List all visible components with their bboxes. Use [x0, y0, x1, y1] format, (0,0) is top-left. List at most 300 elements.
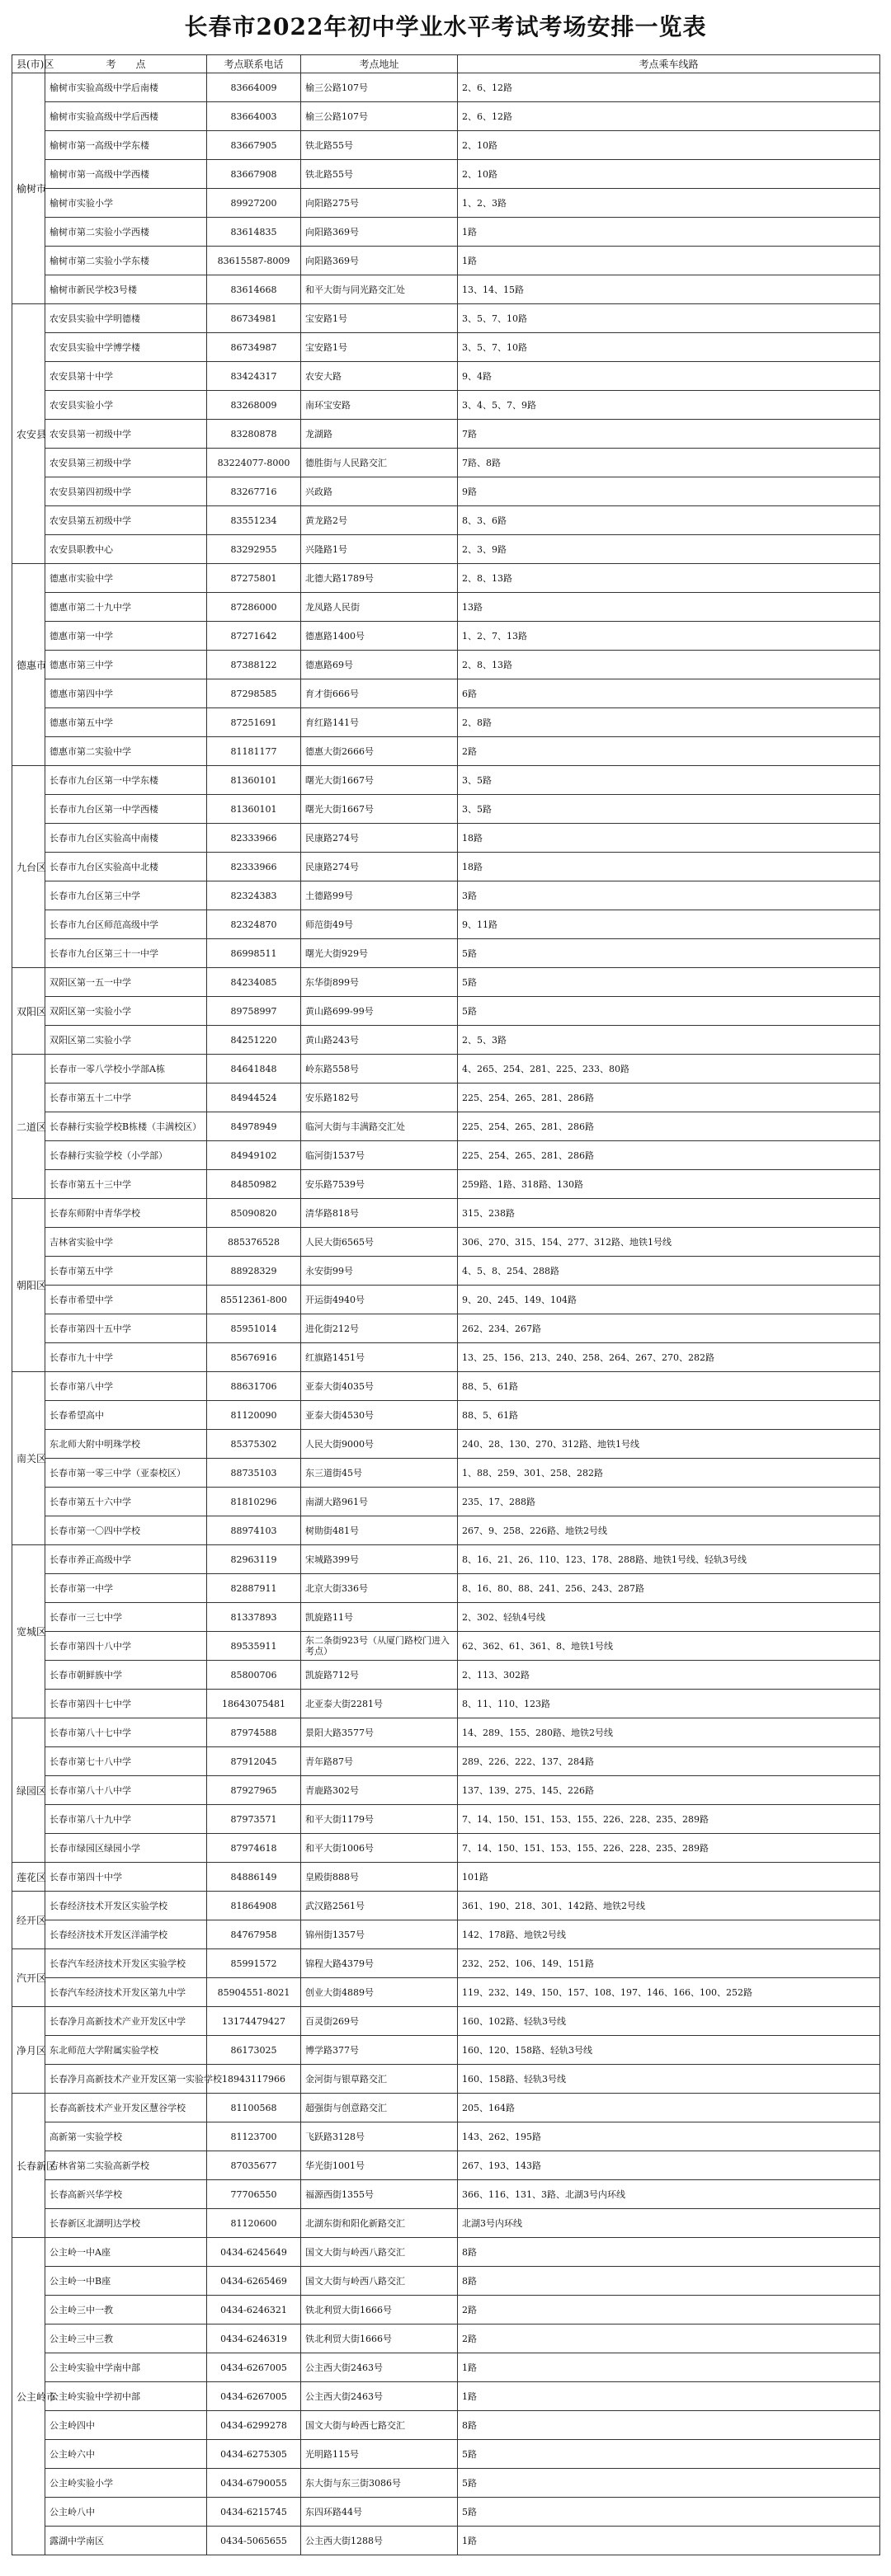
phone-cell: 85512361-800 [207, 1286, 301, 1314]
venue-cell: 公主岭三中三教 [45, 2325, 207, 2353]
address-cell: 龙湖路 [301, 420, 458, 449]
table-row [12, 1141, 880, 1170]
address-cell: 人民大街9000号 [301, 1430, 458, 1459]
bus-route-cell: 4、5、8、254、288路 [458, 1257, 880, 1286]
table-row [12, 420, 880, 449]
phone-cell: 0434-6275305 [207, 2440, 301, 2469]
table-row [12, 1286, 880, 1314]
address-cell: 和平大街与同光路交汇处 [301, 275, 458, 304]
table-row [12, 1661, 880, 1690]
address-cell: 临河街1537号 [301, 1141, 458, 1170]
bus-route-cell: 2、8、13路 [458, 564, 880, 593]
venue-cell: 高新第一实验学校 [45, 2122, 207, 2151]
venue-cell: 长春市九台区师范高级中学 [45, 910, 207, 939]
bus-route-cell: 18路 [458, 824, 880, 853]
table-row [12, 2527, 880, 2555]
district-cell: 农安县 [12, 304, 45, 564]
address-cell: 宝安路1号 [301, 304, 458, 333]
table-row [12, 1516, 880, 1545]
bus-route-cell: 315、238路 [458, 1199, 880, 1228]
address-cell: 安乐路7539号 [301, 1170, 458, 1199]
phone-cell: 87388122 [207, 651, 301, 679]
bus-route-cell: 306、270、315、154、277、312路、地铁1号线 [458, 1228, 880, 1257]
venue-cell: 双阳区第二实验小学 [45, 1026, 207, 1055]
address-cell: 铁北利贸大街1666号 [301, 2325, 458, 2353]
address-cell: 铁北路55号 [301, 131, 458, 160]
bus-route-cell: 18路 [458, 853, 880, 881]
table-row [12, 2469, 880, 2498]
table-row [12, 593, 880, 622]
venue-cell: 长春赫行实验学校B栋楼（丰满校区） [45, 1112, 207, 1141]
venue-cell: 长春经济技术开发区实验学校 [45, 1892, 207, 1920]
venue-cell: 德惠市第一中学 [45, 622, 207, 651]
venue-cell: 吉林省实验中学 [45, 1228, 207, 1257]
table-row [12, 1430, 880, 1459]
table-row [12, 1574, 880, 1603]
address-cell: 南湖大路961号 [301, 1488, 458, 1516]
table-row [12, 1372, 880, 1401]
phone-cell: 885376528 [207, 1228, 301, 1257]
table-row [12, 1603, 880, 1632]
district-cell: 九台区 [12, 766, 45, 968]
table-row [12, 1228, 880, 1257]
table-row [12, 1978, 880, 2007]
bus-route-cell: 8路 [458, 2411, 880, 2440]
address-cell: 公主西大街1288号 [301, 2527, 458, 2555]
venue-cell: 德惠市实验中学 [45, 564, 207, 593]
bus-route-cell: 88、5、61路 [458, 1401, 880, 1430]
phone-cell: 18943117966 [207, 2065, 301, 2094]
address-cell: 向阳路275号 [301, 189, 458, 218]
phone-cell: 13174479427 [207, 2007, 301, 2036]
bus-route-cell: 7、14、150、151、153、155、226、228、235、289路 [458, 1805, 880, 1834]
phone-cell: 89927200 [207, 189, 301, 218]
address-cell: 黄山路243号 [301, 1026, 458, 1055]
phone-cell: 83615587-8009 [207, 247, 301, 275]
venue-cell: 农安县第四初级中学 [45, 477, 207, 506]
phone-cell: 0434-5065655 [207, 2527, 301, 2555]
table-row [12, 824, 880, 853]
venue-cell: 公主岭一中A座 [45, 2238, 207, 2267]
address-cell: 东四环路44号 [301, 2498, 458, 2527]
address-cell: 向阳路369号 [301, 247, 458, 275]
address-cell: 德惠路1400号 [301, 622, 458, 651]
phone-cell: 83292955 [207, 535, 301, 564]
venue-cell: 长春市养正高级中学 [45, 1545, 207, 1574]
address-cell: 锦程大路4379号 [301, 1949, 458, 1978]
district-cell: 宽城区 [12, 1545, 45, 1718]
district-cell: 公主岭市 [12, 2238, 45, 2555]
venue-cell: 长春市第五十六中学 [45, 1488, 207, 1516]
phone-cell: 87974618 [207, 1834, 301, 1863]
bus-route-cell: 3、4、5、7、9路 [458, 391, 880, 420]
table-row [12, 1805, 880, 1834]
phone-cell: 82333966 [207, 853, 301, 881]
phone-cell: 81120090 [207, 1401, 301, 1430]
bus-route-cell: 13路 [458, 593, 880, 622]
venue-cell: 长春高新技术产业开发区慧谷学校 [45, 2094, 207, 2122]
bus-route-cell: 361、190、218、301、142路、地铁2号线 [458, 1892, 880, 1920]
table-row [12, 2094, 880, 2122]
address-cell: 超强街与创意路交汇 [301, 2094, 458, 2122]
phone-cell: 83664003 [207, 102, 301, 131]
table-row [12, 362, 880, 391]
address-cell: 农安大路 [301, 362, 458, 391]
phone-cell: 81123700 [207, 2122, 301, 2151]
table-row [12, 218, 880, 247]
venue-cell: 榆树市新民学校3号楼 [45, 275, 207, 304]
address-cell: 和平大街1006号 [301, 1834, 458, 1863]
phone-cell: 86173025 [207, 2036, 301, 2065]
table-row [12, 853, 880, 881]
table-row [12, 939, 880, 968]
bus-route-cell: 5路 [458, 2498, 880, 2527]
bus-route-cell: 62、362、61、361、8、地铁1号线 [458, 1632, 880, 1661]
address-cell: 北湖东街和阳化新路交汇 [301, 2209, 458, 2238]
venue-cell: 长春净月高新技术产业开发区中学 [45, 2007, 207, 2036]
phone-cell: 83614835 [207, 218, 301, 247]
table-row [12, 2122, 880, 2151]
address-cell: 国文大街与岭西八路交汇 [301, 2267, 458, 2296]
address-cell: 德胜街与人民路交汇 [301, 449, 458, 477]
table-row [12, 2267, 880, 2296]
table-row [12, 2353, 880, 2382]
bus-route-cell: 366、116、131、3路、北湖3号内环线 [458, 2180, 880, 2209]
table-row [12, 1488, 880, 1516]
address-cell: 榆三公路107号 [301, 102, 458, 131]
venue-cell: 榆树市第一高级中学东楼 [45, 131, 207, 160]
table-row [12, 1920, 880, 1949]
phone-cell: 86734981 [207, 304, 301, 333]
venue-cell: 农安县实验中学明德楼 [45, 304, 207, 333]
phone-cell: 84850982 [207, 1170, 301, 1199]
address-cell: 安乐路182号 [301, 1084, 458, 1112]
bus-route-cell: 2、6、12路 [458, 102, 880, 131]
venue-cell: 德惠市第五中学 [45, 708, 207, 737]
venue-cell: 长春市第四十五中学 [45, 1314, 207, 1343]
bus-route-cell: 9路 [458, 477, 880, 506]
bus-route-cell: 1、88、259、301、258、282路 [458, 1459, 880, 1488]
bus-route-cell: 2、10路 [458, 160, 880, 189]
venue-cell: 长春市第八十八中学 [45, 1776, 207, 1805]
table-row [12, 679, 880, 708]
address-cell: 永安街99号 [301, 1257, 458, 1286]
table-row [12, 1949, 880, 1978]
table-row [12, 131, 880, 160]
table-row [12, 1459, 880, 1488]
bus-route-cell: 262、234、267路 [458, 1314, 880, 1343]
venue-cell: 公主岭三中一教 [45, 2296, 207, 2325]
table-row [12, 391, 880, 420]
bus-route-cell: 北湖3号内环线 [458, 2209, 880, 2238]
venue-cell: 吉林省第二实验高新学校 [45, 2151, 207, 2180]
phone-cell: 87035677 [207, 2151, 301, 2180]
phone-cell: 0434-6246319 [207, 2325, 301, 2353]
phone-cell: 82324870 [207, 910, 301, 939]
bus-route-cell: 2路 [458, 2296, 880, 2325]
bus-route-cell: 5路 [458, 997, 880, 1026]
bus-route-cell: 8、11、110、123路 [458, 1690, 880, 1718]
bus-route-cell: 160、120、158路、轻轨3号线 [458, 2036, 880, 2065]
bus-route-cell: 101路 [458, 1863, 880, 1892]
venue-cell: 长春市朝鲜族中学 [45, 1661, 207, 1690]
table-row [12, 1055, 880, 1084]
table-row [12, 1863, 880, 1892]
address-cell: 土德路99号 [301, 881, 458, 910]
table-row [12, 997, 880, 1026]
address-cell: 皇殿街888号 [301, 1863, 458, 1892]
phone-cell: 84949102 [207, 1141, 301, 1170]
table-row [12, 73, 880, 102]
phone-cell: 0434-6267005 [207, 2353, 301, 2382]
phone-cell: 85951014 [207, 1314, 301, 1343]
bus-route-cell: 7、14、150、151、153、155、226、228、235、289路 [458, 1834, 880, 1863]
phone-cell: 82963119 [207, 1545, 301, 1574]
bus-route-cell: 240、28、130、270、312路、地铁1号线 [458, 1430, 880, 1459]
bus-route-cell: 8路 [458, 2238, 880, 2267]
bus-route-cell: 2、113、302路 [458, 1661, 880, 1690]
table-row [12, 1026, 880, 1055]
table-row [12, 2296, 880, 2325]
venue-cell: 公主岭一中B座 [45, 2267, 207, 2296]
table-row [12, 275, 880, 304]
address-cell: 亚泰大街4035号 [301, 1372, 458, 1401]
phone-cell: 81100568 [207, 2094, 301, 2122]
venue-cell: 长春市第五十二中学 [45, 1084, 207, 1112]
bus-route-cell: 289、226、222、137、284路 [458, 1747, 880, 1776]
table-row [12, 2411, 880, 2440]
bus-route-cell: 3、5路 [458, 766, 880, 795]
address-cell: 育才街666号 [301, 679, 458, 708]
table-row [12, 708, 880, 737]
address-cell: 凯旋路11号 [301, 1603, 458, 1632]
address-cell: 宝安路1号 [301, 333, 458, 362]
venue-cell: 榆树市第一高级中学西楼 [45, 160, 207, 189]
phone-cell: 83267716 [207, 477, 301, 506]
table-row [12, 2007, 880, 2036]
address-cell: 亚泰大街4530号 [301, 1401, 458, 1430]
table-row [12, 2325, 880, 2353]
phone-cell: 0434-6246321 [207, 2296, 301, 2325]
schedule-table [12, 54, 880, 2555]
phone-cell: 84234085 [207, 968, 301, 997]
header-row [12, 55, 880, 73]
address-cell: 育红路141号 [301, 708, 458, 737]
bus-route-cell: 13、25、156、213、240、258、264、267、270、282路 [458, 1343, 880, 1372]
phone-cell: 87286000 [207, 593, 301, 622]
address-cell: 宋城路399号 [301, 1545, 458, 1574]
venue-cell: 长春市希望中学 [45, 1286, 207, 1314]
address-cell: 博学路377号 [301, 2036, 458, 2065]
bus-route-cell: 5路 [458, 968, 880, 997]
phone-cell: 83667908 [207, 160, 301, 189]
phone-cell: 87271642 [207, 622, 301, 651]
address-cell: 金河街与银草路交汇 [301, 2065, 458, 2094]
venue-cell: 露湖中学南区 [45, 2527, 207, 2555]
bus-route-cell: 1、2、3路 [458, 189, 880, 218]
phone-cell: 81360101 [207, 795, 301, 824]
address-cell: 公主西大街2463号 [301, 2353, 458, 2382]
address-cell: 国文大街与岭西七路交汇 [301, 2411, 458, 2440]
district-cell: 榆树市 [12, 73, 45, 304]
bus-route-cell: 1路 [458, 2382, 880, 2411]
table-row [12, 910, 880, 939]
phone-cell: 81337893 [207, 1603, 301, 1632]
district-cell: 汽开区 [12, 1949, 45, 2007]
phone-cell: 83424317 [207, 362, 301, 391]
phone-cell: 84944524 [207, 1084, 301, 1112]
venue-cell: 长春市九十中学 [45, 1343, 207, 1372]
bus-route-cell: 142、178路、地铁2号线 [458, 1920, 880, 1949]
venue-cell: 长春汽车经济技术开发区实验学校 [45, 1949, 207, 1978]
venue-cell: 榆树市第二实验小学东楼 [45, 247, 207, 275]
address-cell: 锦州街1357号 [301, 1920, 458, 1949]
address-cell: 凯旋路712号 [301, 1661, 458, 1690]
address-cell: 国文大街与岭西八路交汇 [301, 2238, 458, 2267]
address-cell: 榆三公路107号 [301, 73, 458, 102]
venue-cell: 长春市第八中学 [45, 1372, 207, 1401]
address-cell: 武汉路2561号 [301, 1892, 458, 1920]
phone-cell: 84641848 [207, 1055, 301, 1084]
table-row [12, 1257, 880, 1286]
bus-route-cell: 7路 [458, 420, 880, 449]
bus-route-cell: 3、5、7、10路 [458, 333, 880, 362]
header-bus-routes: 考点乘车线路 [458, 55, 880, 73]
address-cell: 黄山路699-99号 [301, 997, 458, 1026]
phone-cell: 87973571 [207, 1805, 301, 1834]
district-cell: 莲花区 [12, 1863, 45, 1892]
venue-cell: 公主岭四中 [45, 2411, 207, 2440]
venue-cell: 长春经济技术开发区洋浦学校 [45, 1920, 207, 1949]
venue-cell: 长春汽车经济技术开发区第九中学 [45, 1978, 207, 2007]
bus-route-cell: 8、3、6路 [458, 506, 880, 535]
table-row [12, 1690, 880, 1718]
phone-cell: 83664009 [207, 73, 301, 102]
venue-cell: 长春市第八十七中学 [45, 1718, 207, 1747]
table-row [12, 304, 880, 333]
bus-route-cell: 7路、8路 [458, 449, 880, 477]
table-row [12, 2498, 880, 2527]
phone-cell: 89758997 [207, 997, 301, 1026]
address-cell: 进化街212号 [301, 1314, 458, 1343]
venue-cell: 长春市九台区第一中学东楼 [45, 766, 207, 795]
phone-cell: 82887911 [207, 1574, 301, 1603]
district-cell: 德惠市 [12, 564, 45, 766]
venue-cell: 长春市一三七中学 [45, 1603, 207, 1632]
venue-cell: 长春东师附中青华学校 [45, 1199, 207, 1228]
bus-route-cell: 88、5、61路 [458, 1372, 880, 1401]
phone-cell: 83268009 [207, 391, 301, 420]
bus-route-cell: 137、139、275、145、226路 [458, 1776, 880, 1805]
bus-route-cell: 267、193、143路 [458, 2151, 880, 2180]
venue-cell: 长春新区北湖明达学校 [45, 2209, 207, 2238]
table-row [12, 1112, 880, 1141]
venue-cell: 农安县第一初级中学 [45, 420, 207, 449]
district-cell: 长春新区 [12, 2094, 45, 2238]
venue-cell: 农安县第三初级中学 [45, 449, 207, 477]
address-cell: 民康路274号 [301, 853, 458, 881]
bus-route-cell: 3、5、7、10路 [458, 304, 880, 333]
phone-cell: 81864908 [207, 1892, 301, 1920]
phone-cell: 85800706 [207, 1661, 301, 1690]
venue-cell: 德惠市第三中学 [45, 651, 207, 679]
phone-cell: 0434-6215745 [207, 2498, 301, 2527]
address-cell: 德惠路69号 [301, 651, 458, 679]
address-cell: 青年路87号 [301, 1747, 458, 1776]
phone-cell: 81181177 [207, 737, 301, 766]
venue-cell: 东北师大附中明珠学校 [45, 1430, 207, 1459]
bus-route-cell: 160、158路、轻轨3号线 [458, 2065, 880, 2094]
bus-route-cell: 232、252、106、149、151路 [458, 1949, 880, 1978]
bus-route-cell: 8路 [458, 2267, 880, 2296]
address-cell: 曙光大街1667号 [301, 795, 458, 824]
venue-cell: 长春市第一中学 [45, 1574, 207, 1603]
table-row [12, 1718, 880, 1747]
phone-cell: 0434-6267005 [207, 2382, 301, 2411]
phone-cell: 87251691 [207, 708, 301, 737]
table-row [12, 622, 880, 651]
bus-route-cell: 2、8、13路 [458, 651, 880, 679]
address-cell: 北德大路1789号 [301, 564, 458, 593]
venue-cell: 德惠市第二十九中学 [45, 593, 207, 622]
address-cell: 和平大街1179号 [301, 1805, 458, 1834]
table-row [12, 1314, 880, 1343]
address-cell: 百灵街269号 [301, 2007, 458, 2036]
venue-cell: 长春市九台区第三中学 [45, 881, 207, 910]
bus-route-cell: 2、10路 [458, 131, 880, 160]
bus-route-cell: 9、4路 [458, 362, 880, 391]
phone-cell: 0434-6299278 [207, 2411, 301, 2440]
bus-route-cell: 119、232、149、150、157、108、197、146、166、100、252路 [458, 1978, 880, 2007]
bus-route-cell: 3、5路 [458, 795, 880, 824]
bus-route-cell: 225、254、265、281、286路 [458, 1084, 880, 1112]
phone-cell: 81120600 [207, 2209, 301, 2238]
table-row [12, 795, 880, 824]
phone-cell: 83224077-8000 [207, 449, 301, 477]
table-row [12, 160, 880, 189]
venue-cell: 公主岭实验中学南中部 [45, 2353, 207, 2382]
venue-cell: 长春市绿园区绿园小学 [45, 1834, 207, 1863]
address-cell: 东华街899号 [301, 968, 458, 997]
table-row [12, 1401, 880, 1430]
table-row [12, 1084, 880, 1112]
venue-cell: 东北师范大学附属实验学校 [45, 2036, 207, 2065]
bus-route-cell: 1、2、7、13路 [458, 622, 880, 651]
phone-cell: 85676916 [207, 1343, 301, 1372]
phone-cell: 18643075481 [207, 1690, 301, 1718]
bus-route-cell: 2、6、12路 [458, 73, 880, 102]
bus-route-cell: 14、289、155、280路、地铁2号线 [458, 1718, 880, 1747]
phone-cell: 88631706 [207, 1372, 301, 1401]
bus-route-cell: 8、16、80、88、241、256、243、287路 [458, 1574, 880, 1603]
bus-route-cell: 13、14、15路 [458, 275, 880, 304]
address-cell: 向阳路369号 [301, 218, 458, 247]
phone-cell: 85090820 [207, 1199, 301, 1228]
address-cell: 德惠大街2666号 [301, 737, 458, 766]
phone-cell: 84767958 [207, 1920, 301, 1949]
venue-cell: 公主岭八中 [45, 2498, 207, 2527]
venue-cell: 长春希望高中 [45, 1401, 207, 1430]
address-cell: 公主西大街2463号 [301, 2382, 458, 2411]
address-cell: 景阳大路3577号 [301, 1718, 458, 1747]
venue-cell: 长春市九台区第三十一中学 [45, 939, 207, 968]
phone-cell: 84978949 [207, 1112, 301, 1141]
venue-cell: 长春高新兴华学校 [45, 2180, 207, 2209]
venue-cell: 公主岭六中 [45, 2440, 207, 2469]
table-row [12, 333, 880, 362]
table-row [12, 968, 880, 997]
venue-cell: 长春净月高新技术产业开发区第一实验学校 [45, 2065, 207, 2094]
